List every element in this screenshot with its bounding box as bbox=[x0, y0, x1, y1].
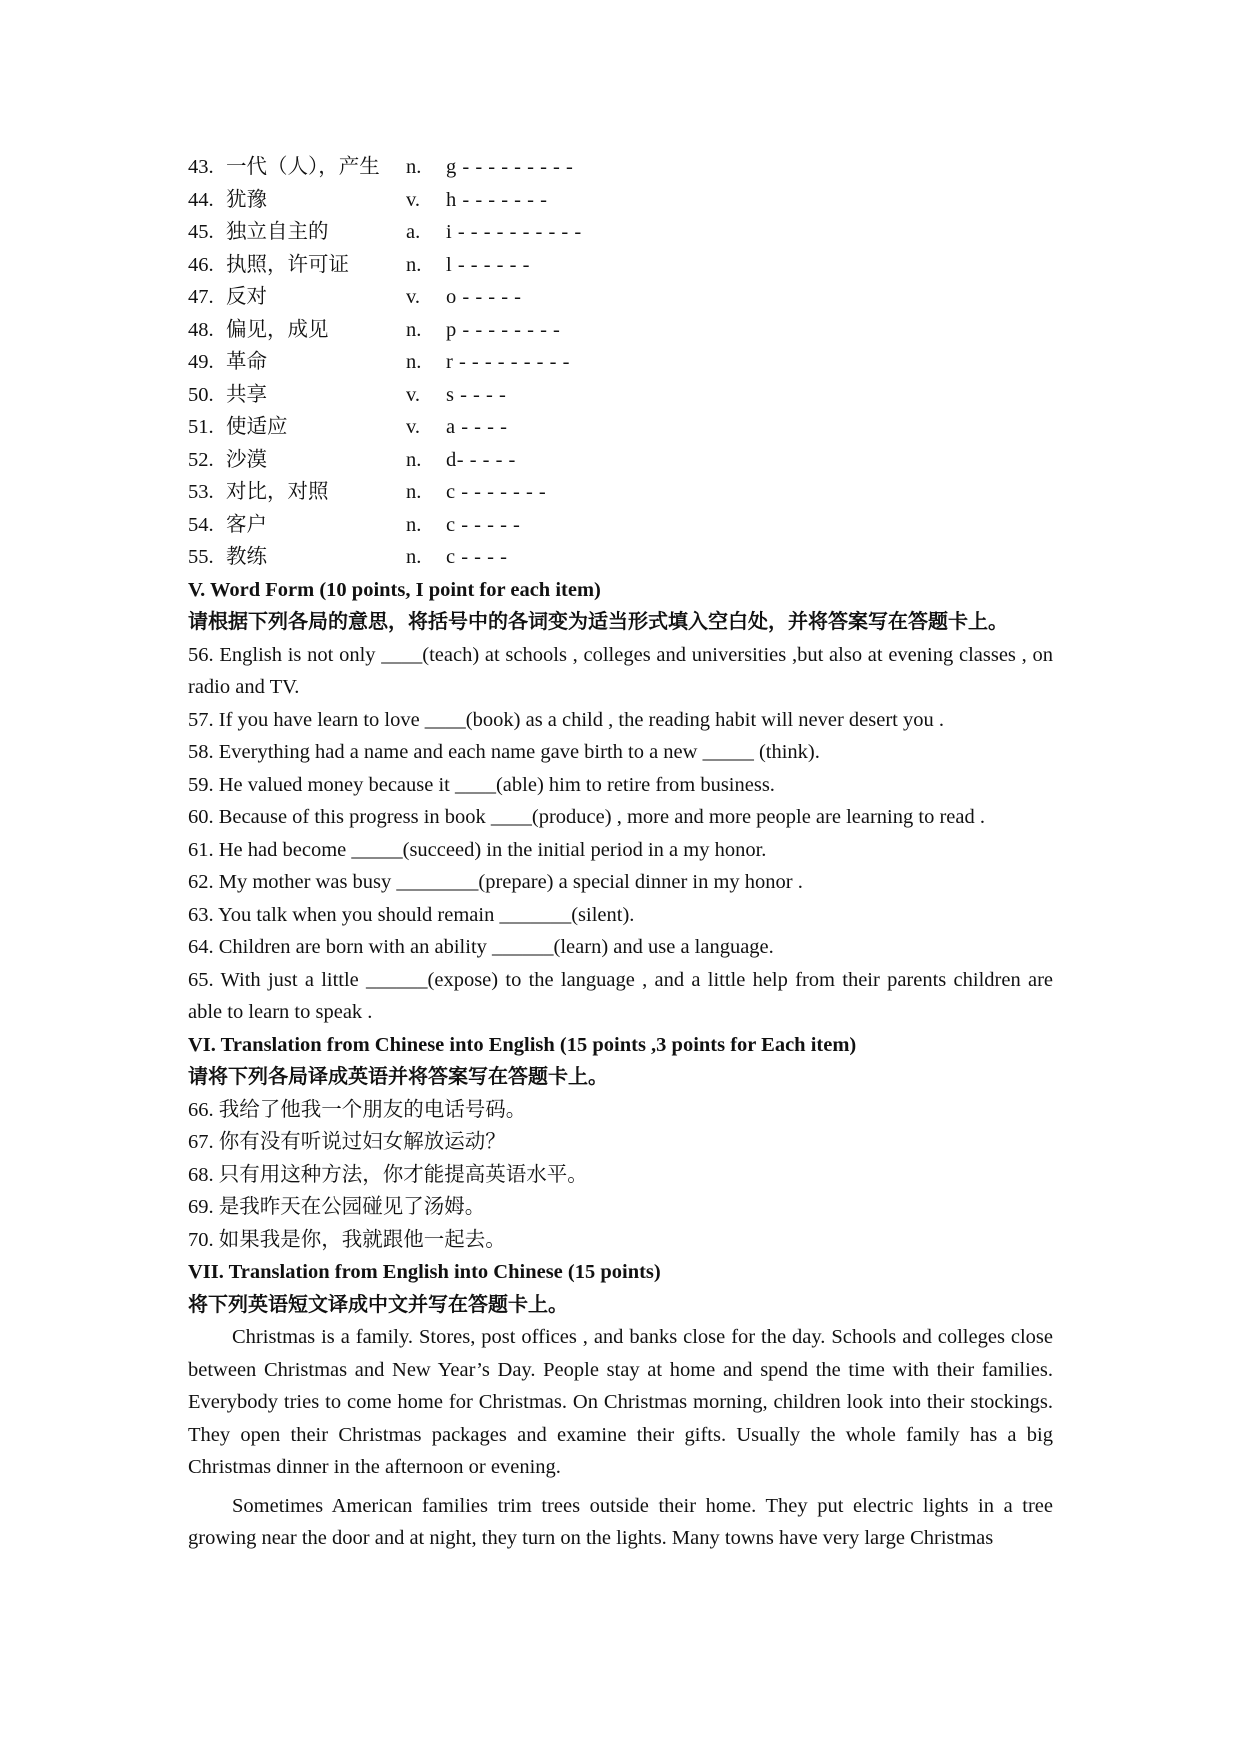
word-hint: s - - - - bbox=[446, 383, 507, 406]
item-number: 55. bbox=[188, 546, 214, 568]
part-of-speech: n. bbox=[406, 513, 422, 536]
word-hint: c - - - - - bbox=[446, 513, 521, 536]
section-cn-to-en bbox=[188, 1029, 1053, 1257]
item-number: 43. bbox=[188, 156, 214, 178]
chinese-meaning: 偏见，成见 bbox=[226, 318, 329, 341]
vocab-item bbox=[188, 541, 1053, 574]
chinese-meaning: 使适应 bbox=[226, 416, 288, 438]
vocab-item bbox=[188, 379, 1053, 412]
item-number: 54. bbox=[188, 513, 214, 536]
question-item: 62. My mother was busy ________(prepare) a special dinner in my honor . bbox=[188, 871, 803, 893]
chinese-meaning: 客户 bbox=[226, 513, 267, 536]
chinese-meaning: 反对 bbox=[226, 286, 267, 308]
item-number: 44. bbox=[188, 188, 214, 211]
vocab-item bbox=[188, 281, 1053, 314]
question-item: 70. 如果我是你，我就跟他一起去。 bbox=[188, 1228, 506, 1251]
item-number: 50. bbox=[188, 383, 214, 406]
vocab-item bbox=[188, 346, 1053, 379]
vocab-item bbox=[188, 314, 1053, 347]
word-hint: c - - - - bbox=[446, 546, 508, 568]
section-heading: VI. Translation from Chinese into English (15 points ,3 points for Each item) bbox=[188, 1033, 857, 1056]
part-of-speech: v. bbox=[406, 416, 421, 438]
vocab-item bbox=[188, 249, 1053, 282]
word-hint: p - - - - - - - - bbox=[446, 318, 561, 341]
item-number: 47. bbox=[188, 286, 214, 308]
section-instruction: 请根据下列各局的意思，将括号中的各词变为适当形式填入空白处，并将答案写在答题卡上。 bbox=[188, 611, 1008, 633]
word-hint: a - - - - bbox=[446, 416, 508, 438]
item-number: 51. bbox=[188, 416, 214, 438]
vocab-item bbox=[188, 151, 1053, 184]
part-of-speech: v. bbox=[406, 286, 421, 308]
part-of-speech: n. bbox=[406, 318, 422, 341]
question-item: 57. If you have learn to love ____(book) as a child , the reading habit will never desert you . bbox=[188, 708, 944, 731]
section-word-form bbox=[188, 574, 1053, 1029]
word-hint: c - - - - - - - bbox=[446, 481, 547, 503]
vocab-item bbox=[188, 509, 1053, 542]
item-number: 49. bbox=[188, 351, 214, 373]
word-hint: i - - - - - - - - - - bbox=[446, 221, 582, 243]
word-hint: o - - - - - bbox=[446, 286, 522, 308]
chinese-meaning: 革命 bbox=[226, 351, 267, 373]
part-of-speech: v. bbox=[406, 383, 421, 406]
question-item: 63. You talk when you should remain _______(silent). bbox=[188, 903, 635, 926]
vocabulary-list bbox=[188, 151, 1053, 574]
question-item: 58. Everything had a name and each name gave birth to a new _____ (think). bbox=[188, 741, 820, 763]
vocab-item bbox=[188, 444, 1053, 477]
section-heading: V. Word Form (10 points, I point for each item) bbox=[188, 578, 601, 601]
part-of-speech: n. bbox=[406, 156, 422, 178]
vocab-item bbox=[188, 216, 1053, 249]
question-item: 68. 只有用这种方法，你才能提高英语水平。 bbox=[188, 1163, 588, 1186]
word-hint: g - - - - - - - - - bbox=[446, 156, 574, 178]
chinese-meaning: 一代（人），产生 bbox=[226, 156, 380, 178]
part-of-speech: n. bbox=[406, 546, 422, 568]
part-of-speech: n. bbox=[406, 351, 422, 373]
part-of-speech: v. bbox=[406, 188, 421, 211]
chinese-meaning: 对比，对照 bbox=[226, 481, 329, 503]
question-item: 65. With just a little ______(expose) to the language , and a little help from their parents children are able to learn to speak . bbox=[188, 968, 1053, 1023]
section-instruction: 请将下列各局译成英语并将答案写在答题卡上。 bbox=[188, 1066, 608, 1088]
chinese-meaning: 沙漠 bbox=[226, 448, 267, 471]
vocab-item bbox=[188, 476, 1053, 509]
part-of-speech: a. bbox=[406, 221, 421, 243]
section-heading: VII. Translation from English into Chinese (15 points) bbox=[188, 1261, 661, 1283]
word-hint: h - - - - - - - bbox=[446, 188, 548, 211]
question-item: 60. Because of this progress in book ____(produce) , more and more people are learning to read . bbox=[188, 806, 985, 828]
part-of-speech: n. bbox=[406, 253, 422, 276]
word-hint: r - - - - - - - - - bbox=[446, 351, 570, 373]
chinese-meaning: 执照，许可证 bbox=[226, 253, 349, 276]
chinese-meaning: 教练 bbox=[226, 546, 267, 568]
item-number: 45. bbox=[188, 221, 214, 243]
question-item: 61. He had become _____(succeed) in the initial period in a my honor. bbox=[188, 838, 767, 861]
part-of-speech: n. bbox=[406, 481, 422, 503]
item-number: 46. bbox=[188, 253, 214, 276]
part-of-speech: n. bbox=[406, 448, 422, 471]
item-number: 52. bbox=[188, 448, 214, 471]
chinese-meaning: 犹豫 bbox=[226, 188, 267, 211]
question-item: 66. 我给了他我一个朋友的电话号码。 bbox=[188, 1098, 527, 1121]
item-number: 48. bbox=[188, 318, 214, 341]
chinese-meaning: 共享 bbox=[226, 383, 267, 406]
question-item: 64. Children are born with an ability ______(learn) and use a language. bbox=[188, 936, 774, 958]
item-number: 53. bbox=[188, 481, 214, 503]
question-item: 56. English is not only ____(teach) at schools , colleges and universities ,but also at evening classes , on radio and TV. bbox=[188, 643, 1053, 698]
chinese-meaning: 独立自主的 bbox=[226, 221, 329, 243]
passage-paragraph: Sometimes American families trim trees outside their home. They put electric lights in a tree growing near the door and at night, they turn on the lights. Many towns have very large Christmas bbox=[188, 1494, 1053, 1549]
question-item: 67. 你有没有听说过妇女解放运动？ bbox=[188, 1131, 506, 1153]
section-en-to-cn bbox=[188, 1256, 1053, 1555]
word-hint: l - - - - - - bbox=[446, 253, 530, 276]
question-item: 69. 是我昨天在公园碰见了汤姆。 bbox=[188, 1196, 486, 1218]
document-content bbox=[188, 151, 1053, 1555]
passage-paragraph: Christmas is a family. Stores, post offices , and banks close for the day. Schools and colleges close between Christmas and New Year’s Day. People stay at home and spend the time with their families. Everybody tries to come home for Christmas. On Christmas morning, children look into their stockings. They open their Christmas packages and examine their gifts. Usually the whole family has a big Christmas dinner in the afternoon or evening. bbox=[188, 1326, 1053, 1478]
question-item: 59. He valued money because it ____(able) him to retire from business. bbox=[188, 773, 775, 796]
vocab-item bbox=[188, 411, 1053, 444]
vocab-item bbox=[188, 184, 1053, 217]
word-hint: d- - - - - bbox=[446, 448, 516, 471]
section-instruction: 将下列英语短文译成中文并写在答题卡上。 bbox=[188, 1293, 568, 1316]
